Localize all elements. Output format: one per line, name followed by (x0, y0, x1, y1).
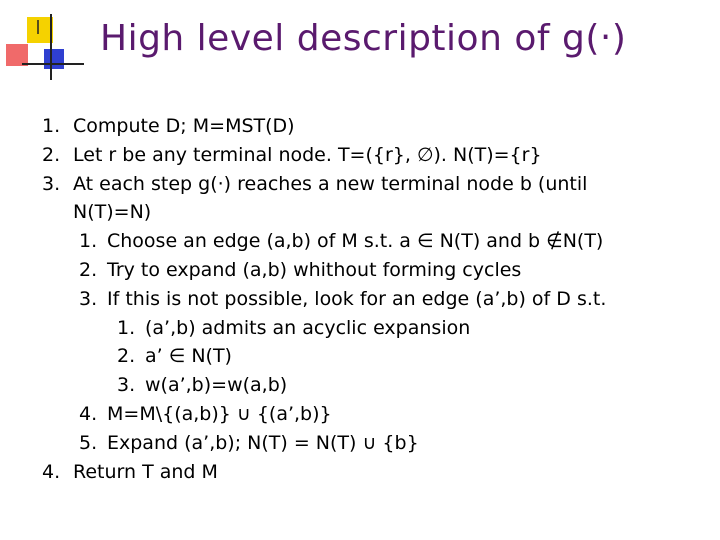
step-number: 4. (42, 460, 61, 483)
step-text: w(a’,b)=w(a,b) (145, 374, 288, 397)
step-number: 3. (79, 287, 98, 310)
substep-3-3 (42, 285, 712, 314)
step-text: Let r be any terminal node. T=({r}, ∅). N(T)={r} (73, 143, 542, 166)
step-number: 2. (42, 143, 61, 166)
step-number: 1. (42, 115, 61, 137)
step-text: (a’,b) admits an acyclic expansion (145, 316, 471, 339)
substep-3-1 (42, 227, 712, 256)
step-number: 1. (79, 230, 98, 253)
substep-3-2 (42, 256, 712, 285)
step-text: Choose an edge (a,b) of M s.t. a ∈ N(T) and b ∉N(T) (107, 230, 604, 253)
substep-3-5 (42, 429, 712, 458)
step-number: 2. (79, 258, 98, 281)
step-number: 3. (42, 172, 61, 195)
step-text: M=M\{(a,b)} ∪ {(a’,b)} (107, 402, 332, 425)
step-1 (42, 112, 712, 141)
slide-title: High level description of g(‧) (100, 18, 627, 59)
step-3 (42, 170, 712, 199)
algorithm-steps (42, 112, 712, 486)
step-number: 2. (117, 345, 136, 368)
step-text: Try to expand (a,b) whithout forming cycles (107, 258, 522, 281)
substep-3-4 (42, 400, 712, 429)
step-text: Return T and M (73, 460, 218, 483)
step-text: If this is not possible, look for an edge (a’,b) of D s.t. (107, 287, 607, 310)
step-4 (42, 458, 712, 487)
step-text: Compute D; M=MST(D) (73, 115, 295, 137)
step-number: 4. (79, 402, 98, 425)
step-2 (42, 141, 712, 170)
step-text: a’ ∈ N(T) (145, 345, 232, 368)
logo-yellow-square (27, 17, 53, 43)
substep-3-3-1 (42, 314, 712, 343)
step-number: 1. (117, 316, 136, 339)
step-number: 3. (117, 374, 136, 397)
logo-blue-square (44, 49, 64, 69)
logo-red-square (6, 44, 28, 66)
slide-logo (0, 0, 100, 100)
step-text: Expand (a’,b); N(T) = N(T) ∪ {b} (107, 431, 419, 454)
step-number: 5. (79, 431, 98, 454)
substep-3-3-3 (42, 371, 712, 400)
step-text: At each step g(‧) reaches a new terminal node b (until (73, 172, 588, 195)
substep-3-3-2 (42, 342, 712, 371)
step-3-continuation: N(T)=N) (73, 201, 152, 224)
